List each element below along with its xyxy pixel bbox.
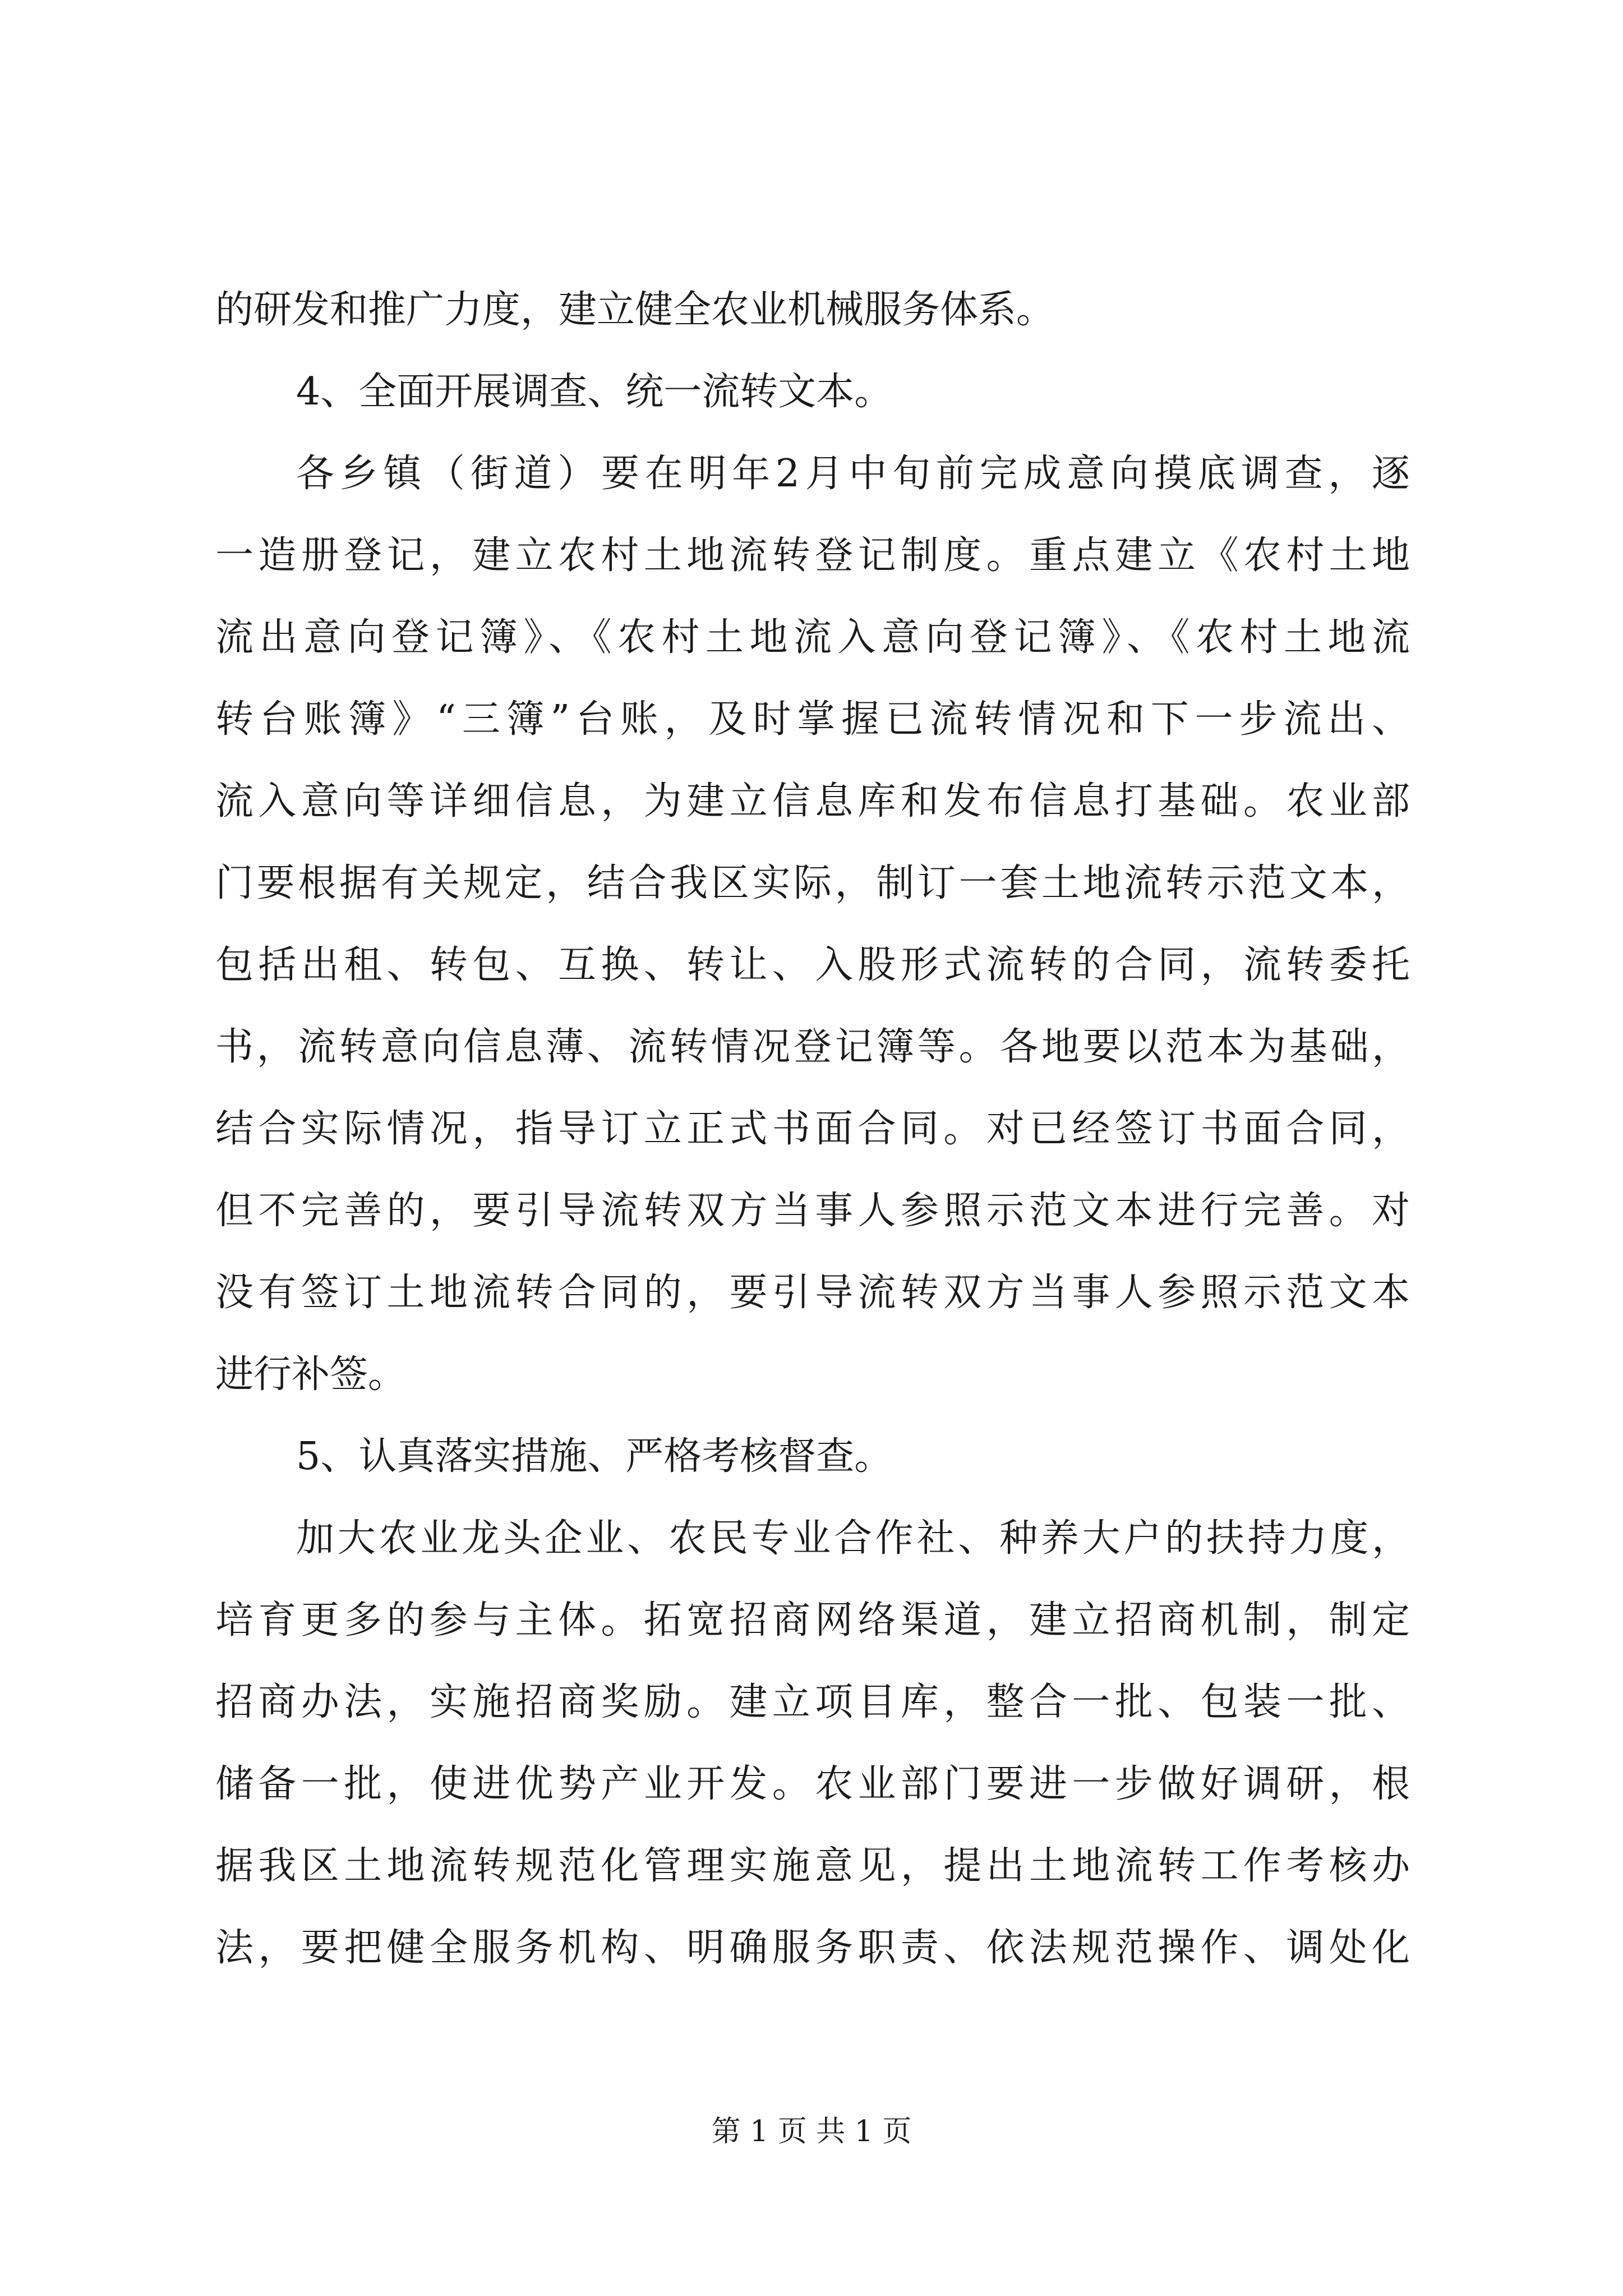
- body-line-1: 的研发和推广力度，建立健全农业机械服务体系。: [215, 288, 1055, 332]
- section-heading-4: 4、全面开展调查、统一流转文本。: [296, 370, 893, 414]
- body-line-14: 进行补签。: [215, 1352, 407, 1397]
- body-line-17: 培育更多的参与主体。拓宽招商网络渠道，建立招商机制，制定: [215, 1598, 1410, 1642]
- body-line-4: 一造册登记，建立农村土地流转登记制度。重点建立《农村土地: [215, 533, 1410, 578]
- section-heading-5: 5、认真落实措施、严格考核督查。: [296, 1434, 893, 1479]
- body-line-6: 转台账簿》“三簿”台账，及时掌握已流转情况和下一步流出、: [215, 697, 1410, 742]
- body-line-9: 包括出租、转包、互换、转让、入股形式流转的合同，流转委托: [215, 943, 1410, 987]
- body-line-13: 没有签订土地流转合同的，要引导流转双方当事人参照示范文本: [215, 1271, 1410, 1315]
- body-line-21: 法，要把健全服务机构、明确服务职责、依法规范操作、调处化: [215, 1926, 1410, 1970]
- body-line-18: 招商办法，实施招商奖励。建立项目库，整合一批、包装一批、: [215, 1680, 1410, 1724]
- body-line-19: 储备一批，使进优势产业开发。农业部门要进一步做好调研，根: [215, 1762, 1410, 1806]
- body-line-16: 加大农业龙头企业、农民专业合作社、种养大户的扶持力度，: [296, 1516, 1410, 1561]
- body-line-8: 门要根据有关规定，结合我区实际，制订一套土地流转示范文本，: [215, 861, 1410, 905]
- page-number-label: 第 1 页 共 1 页: [711, 2115, 912, 2148]
- document-body: [215, 269, 1410, 1989]
- body-line-20: 据我区土地流转规范化管理实施意见，提出土地流转工作考核办: [215, 1844, 1410, 1888]
- page-footer: [0, 2109, 1623, 2154]
- body-line-7: 流入意向等详细信息，为建立信息库和发布信息打基础。农业部: [215, 779, 1410, 823]
- body-line-10: 书，流转意向信息薄、流转情况登记簿等。各地要以范本为基础，: [215, 1025, 1410, 1069]
- body-line-11: 结合实际情况，指导订立正式书面合同。对已经签订书面合同，: [215, 1107, 1410, 1151]
- body-line-5: 流出意向登记簿》、《农村土地流入意向登记簿》、《农村土地流: [215, 615, 1410, 660]
- body-line-3: 各乡镇（街道）要在明年2月中旬前完成意向摸底调查，逐: [296, 452, 1410, 496]
- body-line-12: 但不完善的，要引导流转双方当事人参照示范文本进行完善。对: [215, 1189, 1410, 1233]
